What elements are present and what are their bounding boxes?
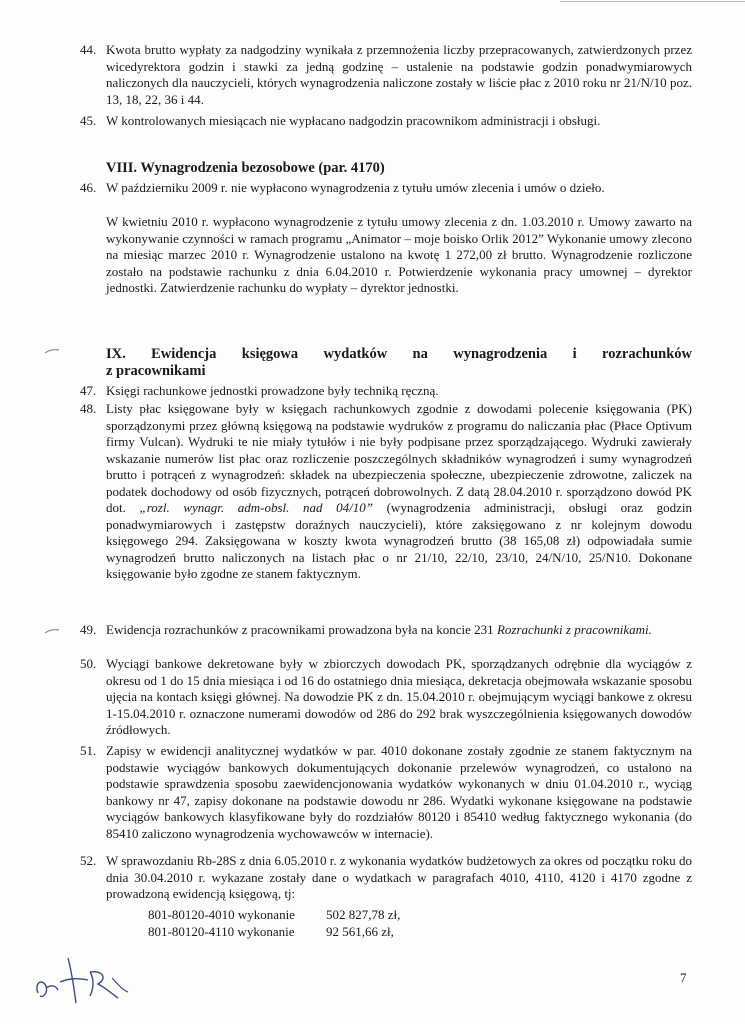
margin-tick-mark (44, 348, 60, 354)
paragraph-text: Wyciągi bankowe dekretowane były w zbiorczych dowodach PK, sporządzanych odrębnie dla wyciągów z okresu od 1 do 15 dnia miesiąca i od 16 do ostatniego dnia miesiąca, dekretacja obejmowała wskazanie sposobu ujęcia na kontach księgi głównej. Na dowodzie PK z dn. 15.04.2010 r. obejmującym wyciągi bankowe z okresu 1-15.04.2010 r. oznaczone numerami dowodów od 286 do 292 brak wyszczególnienia księgowanych dowodów źródłowych. (106, 656, 692, 737)
paragraph-text: Księgi rachunkowe jednostki prowadzone były techniką ręczną. (106, 383, 439, 398)
paragraph-number: 51. (80, 743, 97, 758)
paragraph-text-part: (wynagrodzenia administracji, obsługi oraz godzin ponadwymiarowych i zastępstw doraźnych nauczycieli), które zaksięgowano z nr kolejnym dowodu księgowego 294. Zaksięgowana w koszty kwota wynagrodzeń brutto (38 165,08 zł) odpowiadała sumie wynagrodzeń brutto naliczonych na listach płac o nr 21/10, 22/10, 23/10, 24/N/10, 25/N10. Dokonane księgowanie było zgodne ze stanem faktycznym. (106, 500, 692, 581)
paragraph-text: Kwota brutto wypłaty za nadgodziny wynikała z przemnożenia liczby przepracowanych, zatwierdzonych przez wicedyrektora godzin i stawki za jedną godzinę – ustalenie na podstawie godzin ponadwymiarowych naliczonych dla nauczycieli, których wynagrodzenia naliczone zostały w liście płac z 2010 roku nr 21/N/10 poz. 13, 18, 22, 36 i 44. (106, 42, 692, 107)
margin-tick-mark (44, 628, 60, 634)
amount-row (148, 907, 400, 924)
paragraph-50 (80, 656, 692, 739)
paragraph-48 (80, 401, 692, 583)
amount-value: 92 561,66 zł, (326, 923, 394, 939)
section-heading-ix-line2: z pracownikami (106, 363, 206, 379)
paragraph-49 (80, 622, 692, 639)
paragraph-number: 46. (80, 180, 97, 195)
paragraph-text-part: Listy płac księgowane były w księgach rachunkowych zgodnie z dowodami polecenie księgowania (PK) sporządzonymi przez główną księgową na podstawie wydruków z programu do naliczania płac (Płace Optivum firmy Vulcan). Wydruki te nie miały tytułów i nie były podpisane przez sporządzającego. Wydruki zawierały wskazanie numerów list płac oraz rozliczenie poszczególnych składników wynagrodzeń i sumy wynagrodzeń brutto i potrąceń z wynagrodzeń: składek na ubezpieczenia społeczne, ubezpieczenie zdrowotne, zaliczek na podatek dochodowy od osób fizycznych, potrąceń dobrowolnych. Z datą 28.04.2010 r. sporządzono dowód PK dot. (106, 401, 692, 515)
handwritten-signature (28, 948, 158, 1008)
paragraph-number: 52. (80, 853, 97, 868)
amount-code: 801-80120-4010 wykonanie (148, 907, 295, 922)
paragraph-text: W październiku 2009 r. nie wypłacono wynagrodzenia z tytułu umów zlecenia i umów o dzieło. (106, 180, 605, 195)
paragraph-52 (80, 853, 692, 903)
paragraph-text: W sprawozdaniu Rb-28S z dnia 6.05.2010 r. z wykonania wydatków budżetowych za okres od początku roku do dnia 30.04.2010 r. wykazane zostały dane o wydatkach w paragrafach 4010, 4110, 4120 i 4170 zgodne z prowadzoną ewidencją księgową, tj: (106, 853, 692, 901)
paragraph-number: 50. (80, 656, 97, 671)
paragraph-text-part: Ewidencja rozrachunków z pracownikami prowadzona była na koncie 231 (106, 622, 497, 637)
paragraph-text-emphasis: Rozrachunki z pracownikami. (496, 622, 652, 637)
section-heading-ix: IX. Ewidencja księgowa wydatków na wynagrodzenia i rozrachunków (106, 346, 692, 362)
section-heading-viii: VIII. Wynagrodzenia bezosobowe (par. 4170) (106, 160, 385, 176)
paragraph-text (106, 401, 692, 583)
paragraph-number: 45. (80, 113, 97, 128)
amounts-list (148, 907, 400, 940)
paragraph-number: 48. (80, 401, 97, 416)
paragraph-text: W kontrolowanych miesiącach nie wypłacano nadgodzin pracownikom administracji i obsługi. (106, 113, 601, 128)
amount-row (148, 924, 400, 941)
paragraph-text: Zapisy w ewidencji analitycznej wydatków w par. 4010 dokonane zostały zgodnie ze stanem faktycznym na podstawie wyciągów bankowych dokumentujących dokonanie przelewów wynagrodzeń, co ustalono na podstawie sprawdzenia sposobu zaewidencjonowania wydatków wykonanych w dniu 01.04.2010 r., wyciąg bankowy nr 47, zapisy dokonane na podstawie dowodu nr 286. Wydatki wykonane księgowane na podstawie wyciągów bankowych klasyfikowane były do rozdziałów 80120 i 85410 według faktycznego wykonania (do 85410 zaliczono wynagrodzenia wychowawców w internacie). (106, 743, 692, 841)
amount-value: 502 827,78 zł, (326, 907, 401, 922)
paragraph-46 (80, 180, 692, 197)
paragraph-46-continuation: W kwietniu 2010 r. wypłacono wynagrodzenie z tytułu umowy zlecenia z dn. 1.03.2010 r. Umowy zawarto na wykonywanie czynności w ramach programu „Animator – moje boisko Orlik 2012” Wykonanie umowy zlecono na miesiąc marzec 2010 r. Wynagrodzenie ustalono na kwotę 1 272,00 zł brutto. Wynagrodzenie rozliczone zostało na podstawie rachunku z dnia 6.04.2010 r. Potwierdzenie wykonania pracy umownej – dyrektor jednostki. Zatwierdzenie rachunku do wypłaty – dyrektor jednostki. (106, 214, 692, 295)
paragraph-47 (80, 383, 692, 400)
scan-edge-line (560, 1, 745, 2)
paragraph-number: 47. (80, 383, 97, 398)
amount-code: 801-80120-4110 wykonanie (148, 923, 295, 939)
paragraph-number: 49. (80, 622, 97, 637)
paragraph-text (106, 622, 692, 639)
paragraph-51 (80, 743, 692, 842)
paragraph-text-emphasis: „rozl. wynagr. adm-obsl. nad 04/10” (139, 500, 373, 515)
paragraph-44 (80, 42, 692, 108)
page-number: 7 (680, 970, 687, 985)
paragraph-number: 44. (80, 42, 97, 57)
paragraph-45 (80, 113, 692, 130)
